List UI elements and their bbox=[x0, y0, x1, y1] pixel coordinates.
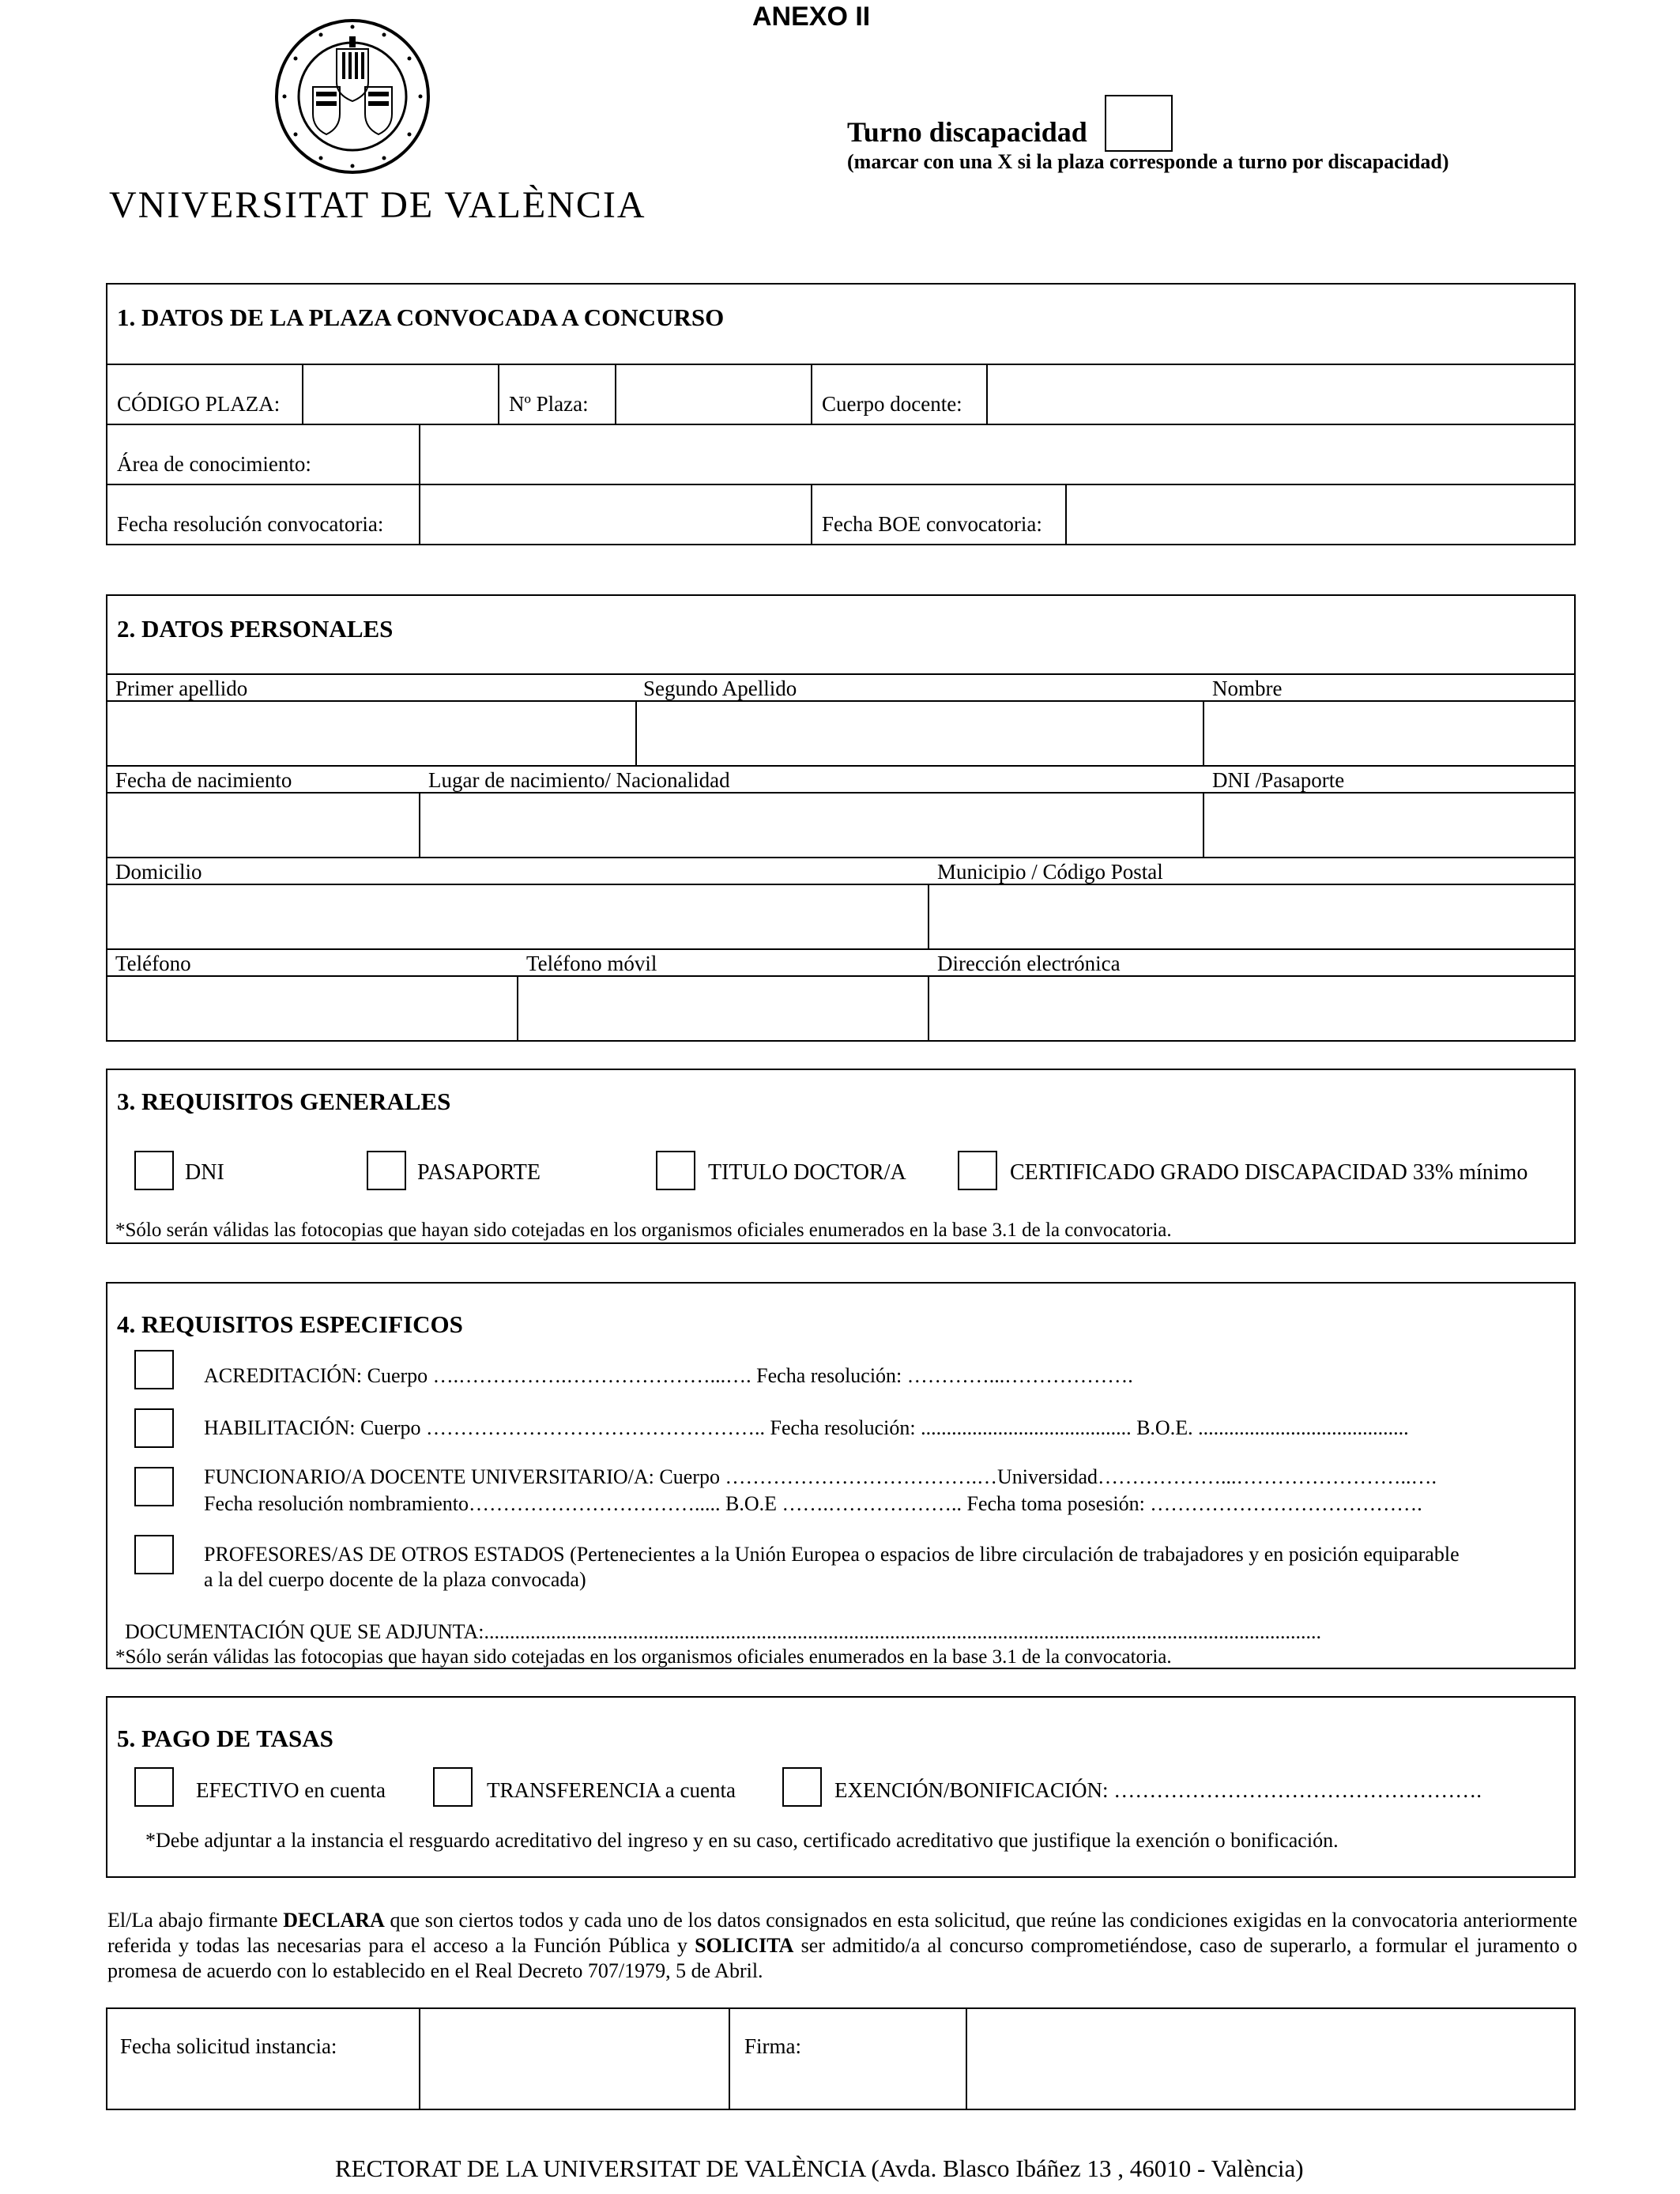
solicita-keyword: SOLICITA bbox=[695, 1934, 794, 1957]
fecha-resolucion-input[interactable] bbox=[420, 485, 809, 544]
disability-turn-title: Turno discapacidad bbox=[847, 116, 1087, 148]
certificado-discapacidad-checkbox[interactable] bbox=[958, 1151, 997, 1190]
dni-pasaporte-input[interactable] bbox=[1204, 794, 1574, 855]
section-4-title: 4. REQUISITOS ESPECIFICOS bbox=[117, 1310, 463, 1338]
email-label: Dirección electrónica bbox=[937, 952, 1121, 975]
fecha-boe-label: Fecha BOE convocatoria: bbox=[822, 512, 1042, 536]
nombre-label: Nombre bbox=[1212, 677, 1283, 700]
fecha-resolucion-label: Fecha resolución convocatoria: bbox=[117, 512, 384, 536]
domicilio-input[interactable] bbox=[107, 885, 926, 947]
dni-pasaporte-label: DNI /Pasaporte bbox=[1212, 768, 1345, 792]
section-1-title: 1. DATOS DE LA PLAZA CONVOCADA A CONCURSO bbox=[117, 303, 725, 331]
lugar-nacimiento-input[interactable] bbox=[420, 794, 1201, 855]
pasaporte-checkbox[interactable] bbox=[367, 1151, 406, 1190]
declaration-paragraph bbox=[107, 1908, 1577, 1984]
municipio-label: Municipio / Código Postal bbox=[937, 860, 1163, 884]
fecha-solicitud-label: Fecha solicitud instancia: bbox=[120, 2034, 337, 2058]
university-seal-logo bbox=[273, 17, 431, 175]
cuerpo-docente-label: Cuerpo docente: bbox=[822, 392, 962, 416]
funcionario-line-2: Fecha resolución nombramiento……………………………..... B.O.E …….……………….. Fecha toma posesión: …………………………………. bbox=[204, 1492, 1422, 1515]
cuerpo-docente-input[interactable] bbox=[988, 365, 1574, 422]
telefono-movil-label: Teléfono móvil bbox=[526, 952, 657, 975]
primer-apellido-input[interactable] bbox=[107, 702, 634, 763]
codigo-plaza-input[interactable] bbox=[303, 365, 496, 422]
municipio-input[interactable] bbox=[929, 885, 1574, 947]
telefono-input[interactable] bbox=[107, 977, 515, 1040]
email-input[interactable] bbox=[929, 977, 1574, 1040]
dni-checkbox[interactable] bbox=[134, 1151, 174, 1190]
titulo-doctor-checkbox[interactable] bbox=[656, 1151, 695, 1190]
declaration-part-3: ser admitido/a al concurso comprometiéndose, caso de superarlo, a formular el juramento o promesa de acuerdo con lo establecido en el Real Decreto 707/1979, 5 de Abril. bbox=[107, 1934, 1577, 1982]
fecha-solicitud-input[interactable] bbox=[420, 2009, 727, 2109]
pasaporte-option-label: PASAPORTE bbox=[417, 1160, 541, 1185]
transferencia-option-label: TRANSFERENCIA a cuenta bbox=[487, 1778, 736, 1802]
section-5-title: 5. PAGO DE TASAS bbox=[117, 1725, 333, 1752]
section-3-note: *Sólo serán válidas las fotocopias que hayan sido cotejadas en los organismos oficiales enumerados en la base 3.1 de la convocatoria. bbox=[115, 1220, 1172, 1241]
telefono-movil-input[interactable] bbox=[518, 977, 926, 1040]
footer-address: RECTORAT DE LA UNIVERSITAT DE VALÈNCIA (Avda. Blasco Ibáñez 13 , 46010 - València) bbox=[335, 2154, 1304, 2182]
segundo-apellido-label: Segundo Apellido bbox=[643, 677, 797, 700]
section-3-title: 3. REQUISITOS GENERALES bbox=[117, 1088, 451, 1115]
acreditacion-line: ACREDITACIÓN: Cuerpo ….…………….…………………...…. Fecha resolución: …………...………………. bbox=[204, 1364, 1133, 1387]
habilitacion-checkbox[interactable] bbox=[134, 1408, 174, 1448]
section-2-title: 2. DATOS PERSONALES bbox=[117, 615, 394, 643]
num-plaza-input[interactable] bbox=[616, 365, 809, 422]
firma-label: Firma: bbox=[744, 2034, 801, 2058]
declaration-part-1: El/La abajo firmante bbox=[107, 1909, 284, 1932]
primer-apellido-label: Primer apellido bbox=[115, 677, 248, 700]
area-conocimiento-input[interactable] bbox=[420, 425, 1574, 482]
declaration-part-2: que son ciertos todos y cada uno de los datos consignados en esta solicitud, que reúne las condiciones exigidas en la convocatoria anteriormente referida y todas las necesarias para el acceso a la Función Pública y bbox=[107, 1909, 1577, 1957]
fecha-nacimiento-input[interactable] bbox=[107, 794, 417, 855]
declara-keyword: DECLARA bbox=[283, 1909, 385, 1932]
acreditacion-checkbox[interactable] bbox=[134, 1350, 174, 1389]
transferencia-checkbox[interactable] bbox=[433, 1767, 473, 1807]
lugar-nacimiento-label: Lugar de nacimiento/ Nacionalidad bbox=[428, 768, 730, 792]
section-4-note: *Sólo serán válidas las fotocopias que hayan sido cotejadas en los organismos oficiales enumerados en la base 3.1 de la convocatoria. bbox=[115, 1646, 1172, 1668]
habilitacion-line: HABILITACIÓN: Cuerpo ………………………………………….. Fecha resolución: ......................................... B.O.E. ......................................... bbox=[204, 1416, 1409, 1439]
efectivo-checkbox[interactable] bbox=[134, 1767, 174, 1807]
telefono-label: Teléfono bbox=[115, 952, 191, 975]
titulo-doctor-option-label: TITULO DOCTOR/A bbox=[708, 1160, 906, 1185]
fecha-nacimiento-label: Fecha de nacimiento bbox=[115, 768, 292, 792]
exencion-option-label: EXENCIÓN/BONIFICACIÓN: ……………………………………………. bbox=[834, 1778, 1482, 1802]
profesores-line-1: PROFESORES/AS DE OTROS ESTADOS (Pertenecientes a la Unión Europea o espacios de libre circulación de trabajadores y en posición equiparable bbox=[204, 1543, 1460, 1566]
num-plaza-label: Nº Plaza: bbox=[509, 392, 589, 416]
fecha-boe-input[interactable] bbox=[1067, 485, 1574, 544]
codigo-plaza-label: CÓDIGO PLAZA: bbox=[117, 392, 281, 416]
nombre-input[interactable] bbox=[1204, 702, 1574, 763]
dni-option-label: DNI bbox=[185, 1160, 224, 1185]
profesores-line-2: a la del cuerpo docente de la plaza convocada) bbox=[204, 1568, 586, 1591]
documentacion-line: DOCUMENTACIÓN QUE SE ADJUNTA:................................................................................................................................................................... bbox=[125, 1620, 1321, 1643]
segundo-apellido-input[interactable] bbox=[637, 702, 1201, 763]
annex-title: ANEXO II bbox=[752, 2, 871, 32]
section-5-note: *Debe adjuntar a la instancia el resguardo acreditativo del ingreso y en su caso, certificado acreditativo que justifique la exención o bonificación. bbox=[145, 1829, 1339, 1852]
certificado-discapacidad-option-label: CERTIFICADO GRADO DISCAPACIDAD 33% mínimo bbox=[1010, 1160, 1528, 1185]
firma-field[interactable] bbox=[967, 2009, 1574, 2109]
domicilio-label: Domicilio bbox=[115, 860, 202, 884]
disability-turn-checkbox[interactable] bbox=[1105, 95, 1173, 152]
funcionario-checkbox[interactable] bbox=[134, 1467, 174, 1506]
profesores-otros-estados-checkbox[interactable] bbox=[134, 1535, 174, 1574]
efectivo-option-label: EFECTIVO en cuenta bbox=[196, 1778, 386, 1802]
university-name: VNIVERSITAT DE VALÈNCIA bbox=[109, 184, 646, 226]
funcionario-line-1: FUNCIONARIO/A DOCENTE UNIVERSITARIO/A: Cuerpo ……………………………….…Universidad………………...……………………..…. bbox=[204, 1465, 1437, 1488]
area-conocimiento-label: Área de conocimiento: bbox=[117, 452, 311, 476]
disability-turn-note: (marcar con una X si la plaza corresponde a turno por discapacidad) bbox=[847, 150, 1449, 173]
exencion-checkbox[interactable] bbox=[782, 1767, 822, 1807]
